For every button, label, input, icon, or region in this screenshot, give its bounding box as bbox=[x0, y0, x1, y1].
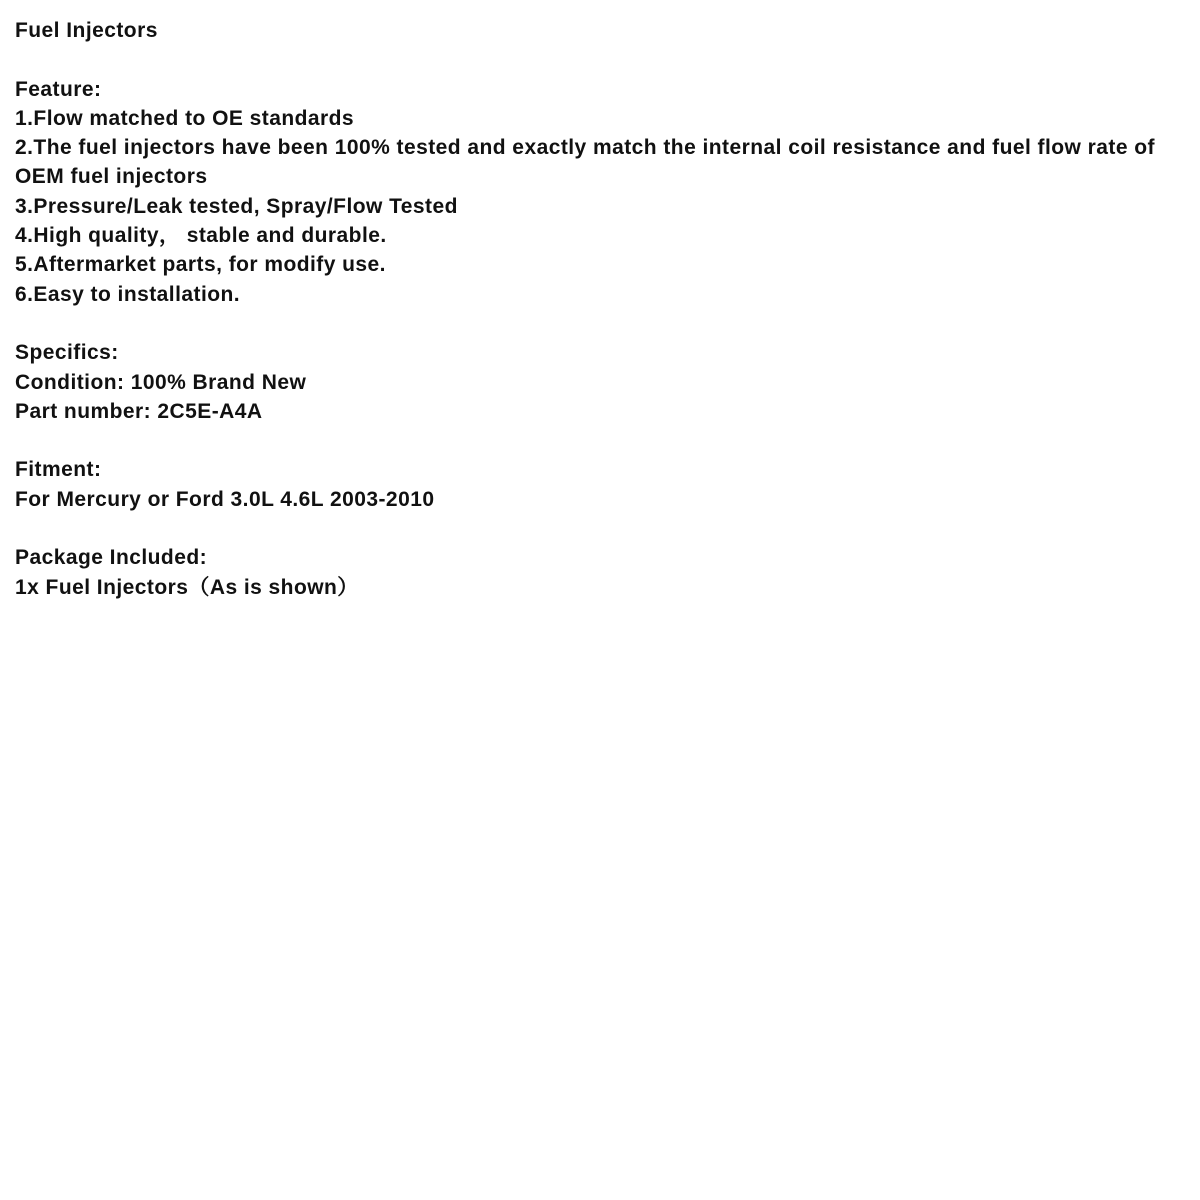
feature-item-2: 2.The fuel injectors have been 100% tested and exactly match the internal coil resistance and fuel flow rate of OEM fuel injectors bbox=[15, 136, 1162, 189]
spacer bbox=[15, 45, 1190, 74]
spacer bbox=[15, 426, 1190, 455]
feature-item-3: 3.Pressure/Leak tested, Spray/Flow Tested bbox=[15, 194, 458, 218]
package-heading: Package Included: bbox=[15, 546, 208, 570]
specifics-condition: Condition: 100% Brand New bbox=[15, 370, 307, 394]
fitment-heading: Fitment: bbox=[15, 458, 102, 482]
document-title: Fuel Injectors bbox=[15, 19, 158, 42]
package-text: 1x Fuel Injectors（As is shown） bbox=[15, 575, 359, 599]
feature-item-5: 5.Aftermarket parts, for modify use. bbox=[15, 253, 386, 277]
specifics-heading: Specifics: bbox=[15, 341, 119, 365]
feature-heading: Feature: bbox=[15, 77, 102, 101]
fitment-text: For Mercury or Ford 3.0L 4.6L 2003-2010 bbox=[15, 487, 435, 511]
specifics-part-number: Part number: 2C5E-A4A bbox=[15, 399, 263, 423]
feature-item-1: 1.Flow matched to OE standards bbox=[15, 106, 355, 130]
product-description bbox=[15, 16, 1190, 602]
spacer bbox=[15, 514, 1190, 543]
feature-item-6: 6.Easy to installation. bbox=[15, 282, 241, 306]
spacer bbox=[15, 309, 1190, 338]
feature-item-4: 4.High quality， stable and durable. bbox=[15, 224, 387, 248]
